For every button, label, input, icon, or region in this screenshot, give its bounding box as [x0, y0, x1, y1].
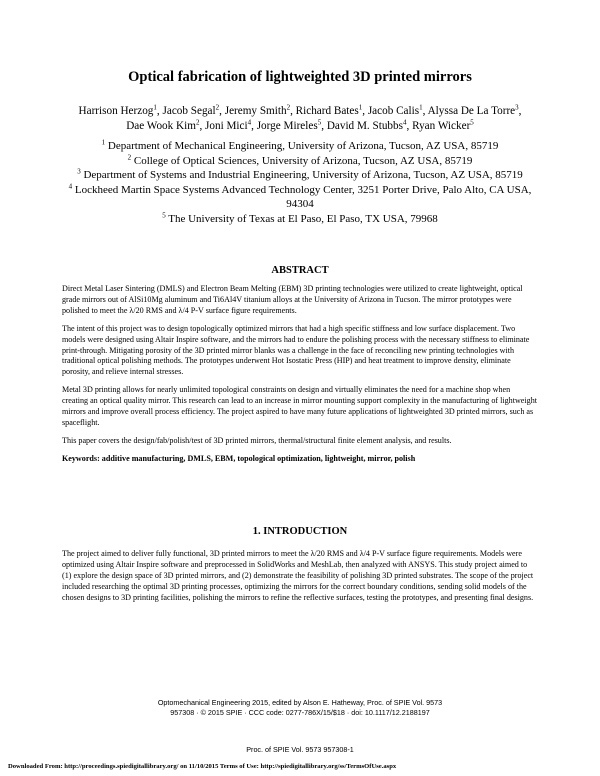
introduction-paragraph: The project aimed to deliver fully functional, 3D printed mirrors to meet the λ/20 RMS and λ/4 P-V surface figure requirements. Models were optimized using Altair Inspire software and preprocessed in SolidWorks and MeshLab, then analyzed with ANSYS. This study project aimed to (1) explore the design space of 3D printed mirrors, and (2) demonstrate the feasibility of polishing 3D printed substrates. The scope of the project included researching the optimal 3D printing processes, optimizing the mirrors for the correct boundary conditions, sending solid models of the chosen designs to 3D printing facilities, polishing the mirrors to refine the reflective surfaces, testing the prototypes, and presenting final designs. [62, 549, 534, 602]
author-affiliation-number: 4 [247, 118, 252, 127]
section-heading-introduction: 1. INTRODUCTION [252, 526, 348, 537]
affiliation [60, 154, 540, 169]
author-affiliation-number: 3 [515, 103, 519, 112]
abstract-paragraph: Metal 3D printing allows for nearly unlimited topological constraints on design and virtually eliminates the need for a machine shop when creating an optical quality mirror. This research can lead to an increase in mirror mounting support complexity in the manufacturing of lightweight mirrors and improve overall process efficiency. The project aspired to have many future applications of lightweighted 3D printed mirrors, such as spaceflight. [62, 385, 537, 427]
author-name: Jacob Segal [162, 105, 216, 117]
affiliation-text: Department of Mechanical Engineering, University of Arizona, Tucson, AZ USA, 85719 [105, 140, 499, 152]
author-affiliation-number: 1 [153, 103, 157, 112]
abstract-paragraph: Direct Metal Laser Sintering (DMLS) and Electron Beam Melting (EBM) 3D printing technologies were utilized to create lightweight, optical grade mirrors out of AlSi10Mg aluminum and Ti6Al4V titanium alloys at the University of Arizona in Tucson. The mirror prototypes were polished to meet the λ/20 RMS and λ/4 P-V surface figure requirements. [62, 284, 523, 315]
paper-title: Optical fabrication of lightweighted 3D printed mirrors [128, 69, 472, 85]
author-name: Jorge Mireles [256, 120, 318, 132]
affiliation-number: 2 [127, 152, 132, 161]
author-name: Ryan Wicker [412, 120, 471, 132]
abstract-heading: ABSTRACT [271, 265, 329, 276]
affiliation-text: College of Optical Sciences, University of Arizona, Tucson, AZ USA, 85719 [131, 154, 473, 167]
download-notice: Downloaded From: http://proceedings.spiedigitallibrary.org/ on 11/10/2015 Terms of Use: http://spiedigitallibrary.org/ss/TermsOfUse.aspx [8, 763, 397, 770]
affiliation [60, 212, 540, 227]
author-affiliation-number: 2 [286, 103, 291, 112]
abstract-body [62, 284, 538, 472]
author-affiliation-number: 5 [470, 118, 474, 127]
affiliation-number: 1 [101, 138, 106, 147]
abstract-paragraph: The intent of this project was to design topologically optimized mirrors that had a high specific stiffness and low surface displacement. Two models were designed using Altair Inspire software, and the mirrors had to endure the polishing process with the necessary stiffness to eliminate print-through. Mitigating porosity of the 3D printed mirror blanks was a challenge in the face of reconciling new printing technologies with traditional optical polishing methods. The prototypes underwent Hot Isostatic Press (HIP) and heat treatment to improve density, eliminate porosity, and relieve internal stresses. [62, 323, 530, 377]
affiliation [60, 139, 540, 154]
author-name: Jacob Calis [367, 105, 420, 117]
abstract-paragraph: This paper covers the design/fab/polish/test of 3D printed mirrors, thermal/structural finite element analysis, and results. [62, 435, 452, 445]
citation-footer [0, 698, 600, 717]
author-affiliation-number: 5 [317, 118, 322, 127]
affiliation-text: Department of Systems and Industrial Engineering, University of Arizona, Tucson, AZ USA, 85719 [80, 169, 523, 182]
affiliation-list [60, 139, 540, 227]
author-affiliation-number: 2 [215, 103, 220, 112]
citation-line-2: 957308 · © 2015 SPIE · CCC code: 0277-786X/15/$18 · doi: 10.1117/12.2188197 [170, 707, 430, 717]
author-affiliation-number: 1 [358, 103, 363, 112]
keywords: Keywords: additive manufacturing, DMLS, EBM, topological optimization, lightweight, mirror, polish [62, 453, 416, 463]
citation-line-1: Optomechanical Engineering 2015, edited by Alson E. Hatheway, Proc. of SPIE Vol. 9573 [157, 698, 443, 707]
author-list [60, 104, 540, 134]
affiliation [60, 183, 540, 212]
author-affiliation-number: 4 [402, 118, 407, 127]
author-name: Harrison Herzog [78, 105, 154, 117]
affiliation-number: 3 [77, 167, 81, 176]
author-line-2: Dae Wook Kim$^2$, Joni Mici$^4$, Jorge Mireles$^5$, David M. Stubbs$^4$, Ryan Wicker$^5$ [126, 118, 474, 132]
author-name: Joni Mici [205, 120, 248, 132]
author-name: Alyssa De La Torre [427, 105, 516, 117]
page-identifier: Proc. of SPIE Vol. 9573 957308-1 [246, 745, 354, 754]
author-name: David M. Stubbs [326, 120, 403, 132]
author-affiliation-number: 2 [195, 118, 200, 127]
author-affiliation-number: 1 [419, 103, 423, 112]
author-name: Jeremy Smith [224, 105, 287, 117]
introduction-body [62, 549, 538, 604]
affiliation-number: 5 [162, 211, 166, 220]
affiliation-text: The University of Texas at El Paso, El Paso, TX USA, 79968 [165, 212, 438, 225]
author-line-1: Harrison Herzog$^1$, Jacob Segal$^2$, Jeremy Smith$^2$, Richard Bates$^1$, Jacob Calis$^1$, Alyssa De La Torre$^3$, [78, 103, 522, 117]
affiliation [60, 168, 540, 183]
author-name: Richard Bates [295, 105, 359, 117]
author-name: Dae Wook Kim [126, 120, 196, 132]
affiliation-text: Lockheed Martin Space Systems Advanced Technology Center, 3251 Porter Drive, Palo Alto, CA USA, 94304 [72, 183, 532, 211]
affiliation-number: 4 [68, 182, 73, 191]
